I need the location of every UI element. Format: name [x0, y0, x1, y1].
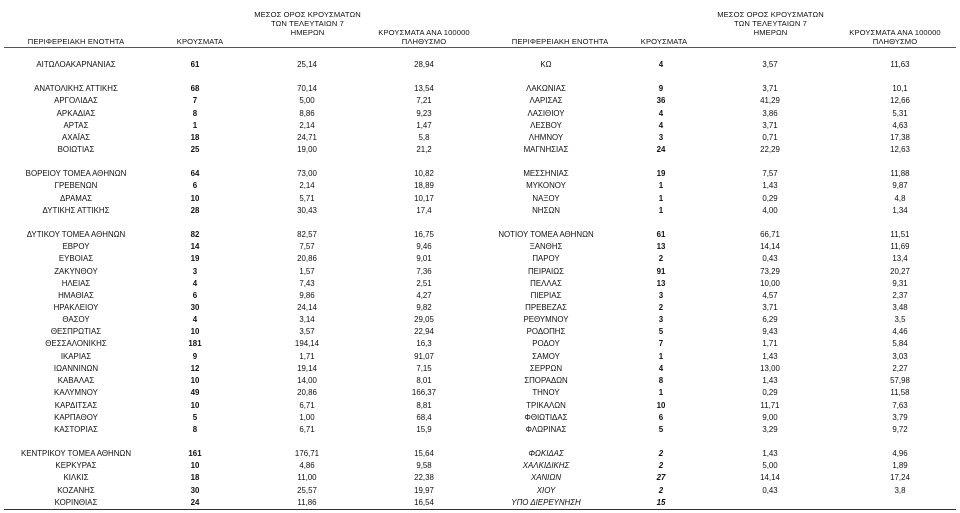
left-region-name: ΚΙΛΚΙΣ [63, 473, 89, 482]
left-cases-per-100k: 9,46 [416, 242, 432, 251]
header-avg7-line2: ΤΩΝ ΤΕΛΕΥΤΑΙΩΝ 7 [734, 19, 807, 28]
left-cases-per-100k: 91,07 [414, 352, 434, 361]
right-cases-per-100k: 3,8 [894, 486, 906, 495]
left-region-name: ΙΩΑΝΝΙΝΩΝ [53, 364, 99, 373]
left-case-count: 8 [192, 109, 198, 118]
left-region-name: ΕΥΒΟΙΑΣ [58, 254, 94, 263]
left-seven-day-average: 20,86 [297, 388, 317, 397]
right-region-name: ΜΥΚΟΝΟΥ [526, 181, 566, 190]
right-region-name: ΤΗΝΟΥ [532, 388, 560, 397]
right-cases-per-100k: 1,89 [892, 461, 908, 470]
left-seven-day-average: 9,86 [299, 291, 315, 300]
right-seven-day-average: 9,43 [762, 327, 778, 336]
right-cases-per-100k: 3,79 [892, 413, 908, 422]
right-case-count: 1 [658, 181, 664, 190]
right-case-count: 15 [656, 498, 666, 507]
right-case-count: 4 [658, 60, 664, 69]
left-cases-per-100k: 7,36 [416, 267, 432, 276]
right-region-name: ΦΩΚΙΔΑΣ [528, 449, 564, 458]
right-cases-per-100k: 11,69 [890, 242, 910, 251]
right-region-name: ΡΟΔΟΠΗΣ [526, 327, 566, 336]
right-seven-day-average: 11,71 [760, 401, 780, 410]
right-seven-day-average: 3,71 [762, 303, 778, 312]
right-case-count: 7 [658, 339, 664, 348]
left-case-count: 10 [190, 376, 200, 385]
right-cases-per-100k: 2,37 [892, 291, 908, 300]
right-case-count: 3 [658, 291, 664, 300]
left-case-count: 4 [192, 279, 198, 288]
left-region-name: ΚΑΣΤΟΡΙΑΣ [54, 425, 98, 434]
right-seven-day-average: 0,43 [762, 254, 778, 263]
header-cases-right: ΚΡΟΥΣΜΑΤΑ [640, 37, 688, 46]
right-cases-per-100k: 5,84 [892, 339, 908, 348]
left-case-count: 18 [190, 133, 200, 142]
right-seven-day-average: 9,00 [762, 413, 778, 422]
right-cases-per-100k: 12,63 [890, 145, 910, 154]
left-case-count: 161 [188, 449, 202, 458]
left-case-count: 14 [190, 242, 200, 251]
left-case-count: 5 [192, 413, 198, 422]
right-case-count: 2 [658, 486, 664, 495]
right-cases-per-100k: 17,38 [890, 133, 910, 142]
left-seven-day-average: 5,71 [299, 194, 315, 203]
left-seven-day-average: 194,14 [294, 339, 320, 348]
left-cases-per-100k: 1,47 [416, 121, 432, 130]
right-cases-per-100k: 4,46 [892, 327, 908, 336]
left-cases-per-100k: 166,37 [411, 388, 437, 397]
right-seven-day-average: 3,57 [762, 60, 778, 69]
right-cases-per-100k: 11,88 [890, 169, 910, 178]
left-cases-per-100k: 15,64 [414, 449, 434, 458]
left-seven-day-average: 2,14 [299, 121, 315, 130]
right-region-name: ΣΠΟΡΑΔΩΝ [524, 376, 568, 385]
header-per100k-line1: ΚΡΟΥΣΜΑΤΑ ΑΝΑ 100000 [378, 28, 470, 37]
left-case-count: 9 [192, 352, 198, 361]
right-seven-day-average: 1,43 [762, 449, 778, 458]
left-cases-per-100k: 9,82 [416, 303, 432, 312]
right-seven-day-average: 7,57 [762, 169, 778, 178]
right-seven-day-average: 3,71 [762, 121, 778, 130]
right-region-name: ΛΑΡΙΣΑΣ [529, 96, 563, 105]
left-cases-per-100k: 9,23 [416, 109, 432, 118]
left-seven-day-average: 20,86 [297, 254, 317, 263]
right-region-name: ΠΑΡΟΥ [532, 254, 560, 263]
left-seven-day-average: 24,71 [297, 133, 317, 142]
right-seven-day-average: 22,29 [760, 145, 780, 154]
header-per100k-line2: ΠΛΗΘΥΣΜΟ [872, 37, 918, 46]
right-case-count: 1 [658, 352, 664, 361]
left-case-count: 18 [190, 473, 200, 482]
right-seven-day-average: 1,43 [762, 376, 778, 385]
left-case-count: 4 [192, 315, 198, 324]
header-avg7-line3: ΗΜΕΡΩΝ [290, 28, 325, 37]
left-region-name: ΘΑΣΟΥ [62, 315, 90, 324]
left-seven-day-average: 7,57 [299, 242, 315, 251]
left-region-name: ΓΡΕΒΕΝΩΝ [54, 181, 98, 190]
left-case-count: 1 [192, 121, 198, 130]
right-cases-per-100k: 9,72 [892, 425, 908, 434]
left-case-count: 61 [190, 60, 200, 69]
left-cases-per-100k: 9,01 [416, 254, 432, 263]
left-case-count: 10 [190, 461, 200, 470]
left-case-count: 8 [192, 425, 198, 434]
left-region-name: ΙΚΑΡΙΑΣ [60, 352, 92, 361]
right-case-count: 6 [658, 413, 664, 422]
header-avg7-right [703, 10, 838, 37]
left-region-name: ΚΕΡΚΥΡΑΣ [55, 461, 97, 470]
left-cases-per-100k: 15,9 [416, 425, 432, 434]
right-case-count: 5 [658, 327, 664, 336]
right-cases-per-100k: 11,63 [890, 60, 910, 69]
left-cases-per-100k: 10,82 [414, 169, 434, 178]
right-case-count: 61 [656, 230, 666, 239]
header-avg7-line1: ΜΕΣΟΣ ΟΡΟΣ ΚΡΟΥΣΜΑΤΩΝ [254, 10, 361, 19]
right-seven-day-average: 0,29 [762, 194, 778, 203]
right-seven-day-average: 3,86 [762, 109, 778, 118]
left-cases-per-100k: 16,54 [414, 498, 434, 507]
right-case-count: 1 [658, 388, 664, 397]
right-case-count: 3 [658, 133, 664, 142]
right-cases-per-100k: 3,03 [892, 352, 908, 361]
right-region-name: ΦΘΙΩΤΙΔΑΣ [524, 413, 568, 422]
right-cases-per-100k: 13,4 [892, 254, 908, 263]
left-case-count: 7 [192, 96, 198, 105]
left-region-name: ΗΡΑΚΛΕΙΟΥ [53, 303, 99, 312]
left-cases-per-100k: 16,3 [416, 339, 432, 348]
right-cases-per-100k: 10,1 [892, 84, 908, 93]
header-cases-left: ΚΡΟΥΣΜΑΤΑ [176, 37, 224, 46]
left-region-name: ΗΛΕΙΑΣ [61, 279, 91, 288]
right-seven-day-average: 10,00 [760, 279, 780, 288]
left-region-name: ΚΑΛΥΜΝΟΥ [54, 388, 98, 397]
right-case-count: 4 [658, 121, 664, 130]
right-seven-day-average: 66,71 [760, 230, 780, 239]
left-region-name: ΑΡΤΑΣ [63, 121, 89, 130]
right-cases-per-100k: 3,5 [894, 315, 906, 324]
right-cases-per-100k: 2,27 [892, 364, 908, 373]
right-case-count: 2 [658, 449, 664, 458]
right-region-name: ΡΕΘΥΜΝΟΥ [523, 315, 569, 324]
right-region-name: ΛΕΣΒΟΥ [530, 121, 562, 130]
left-case-count: 6 [192, 291, 198, 300]
right-cases-per-100k: 5,31 [892, 109, 908, 118]
right-region-name: ΞΑΝΘΗΣ [529, 242, 563, 251]
right-region-name: ΜΕΣΣΗΝΙΑΣ [523, 169, 569, 178]
left-case-count: 24 [190, 498, 200, 507]
right-case-count: 1 [658, 206, 664, 215]
left-seven-day-average: 176,71 [294, 449, 320, 458]
left-seven-day-average: 70,14 [297, 84, 317, 93]
left-region-name: ΚΟΖΑΝΗΣ [57, 486, 95, 495]
left-region-name: ΑΡΚΑΔΙΑΣ [56, 109, 96, 118]
left-seven-day-average: 3,57 [299, 327, 315, 336]
left-region-name: ΚΟΡΙΝΘΙΑΣ [54, 498, 98, 507]
right-region-name: ΦΛΩΡΙΝΑΣ [525, 425, 567, 434]
header-avg7-left [240, 10, 375, 37]
left-region-name: ΗΜΑΘΙΑΣ [58, 291, 94, 300]
left-region-name: ΔΡΑΜΑΣ [60, 194, 92, 203]
header-per100k-line1: ΚΡΟΥΣΜΑΤΑ ΑΝΑ 100000 [849, 28, 941, 37]
left-seven-day-average: 19,14 [297, 364, 317, 373]
left-case-count: 10 [190, 194, 200, 203]
left-case-count: 181 [188, 339, 202, 348]
left-case-count: 6 [192, 181, 198, 190]
left-cases-per-100k: 16,75 [414, 230, 434, 239]
left-seven-day-average: 25,14 [297, 60, 317, 69]
header-avg7-line3: ΗΜΕΡΩΝ [753, 28, 788, 37]
left-region-name: ΔΥΤΙΚΟΥ ΤΟΜΕΑ ΑΘΗΝΩΝ [26, 230, 126, 239]
right-region-name: ΜΑΓΝΗΣΙΑΣ [523, 145, 569, 154]
left-cases-per-100k: 10,17 [414, 194, 434, 203]
right-cases-per-100k: 1,34 [892, 206, 908, 215]
left-seven-day-average: 11,00 [297, 473, 317, 482]
right-seven-day-average: 3,71 [762, 84, 778, 93]
left-region-name: ΒΟΙΩΤΙΑΣ [57, 145, 95, 154]
right-region-name: ΧΑΝΙΩΝ [530, 473, 562, 482]
left-case-count: 68 [190, 84, 200, 93]
left-cases-per-100k: 18,89 [414, 181, 434, 190]
left-case-count: 3 [192, 267, 198, 276]
left-region-name: ΑΡΓΟΛΙΔΑΣ [54, 96, 98, 105]
left-cases-per-100k: 19,97 [414, 486, 434, 495]
right-case-count: 13 [656, 242, 666, 251]
left-case-count: 10 [190, 327, 200, 336]
left-region-name: ΑΝΑΤΟΛΙΚΗΣ ΑΤΤΙΚΗΣ [34, 84, 118, 93]
left-case-count: 19 [190, 254, 200, 263]
left-seven-day-average: 3,14 [299, 315, 315, 324]
left-case-count: 49 [190, 388, 200, 397]
right-seven-day-average: 73,29 [760, 267, 780, 276]
left-cases-per-100k: 22,38 [414, 473, 434, 482]
left-region-name: ΒΟΡΕΙΟΥ ΤΟΜΕΑ ΑΘΗΝΩΝ [25, 169, 127, 178]
header-region-right: ΠΕΡΙΦΕΡΕΙΑΚΗ ΕΝΟΤΗΤΑ [511, 37, 609, 46]
right-case-count: 4 [658, 109, 664, 118]
right-seven-day-average: 0,29 [762, 388, 778, 397]
left-cases-per-100k: 22,94 [414, 327, 434, 336]
left-region-name: ΑΙΤΩΛΟΑΚΑΡΝΑΝΙΑΣ [36, 60, 116, 69]
left-cases-per-100k: 68,4 [416, 413, 432, 422]
left-region-name: ΕΒΡΟΥ [62, 242, 90, 251]
left-cases-per-100k: 5,8 [418, 133, 430, 142]
right-case-count: 1 [658, 194, 664, 203]
right-cases-per-100k: 57,98 [890, 376, 910, 385]
left-cases-per-100k: 21,2 [416, 145, 432, 154]
left-cases-per-100k: 2,51 [416, 279, 432, 288]
left-seven-day-average: 6,71 [299, 425, 315, 434]
left-cases-per-100k: 17,4 [416, 206, 432, 215]
left-region-name: ΑΧΑΪΑΣ [61, 133, 91, 142]
right-case-count: 10 [656, 401, 666, 410]
left-cases-per-100k: 8,01 [416, 376, 432, 385]
left-case-count: 30 [190, 303, 200, 312]
left-cases-per-100k: 9,58 [416, 461, 432, 470]
header-rule [4, 47, 956, 48]
right-seven-day-average: 1,71 [762, 339, 778, 348]
right-region-name: ΥΠΟ ΔΙΕΡΕΥΝΗΣΗ [511, 498, 581, 507]
right-case-count: 27 [656, 473, 666, 482]
right-cases-per-100k: 11,51 [890, 230, 910, 239]
header-avg7-line1: ΜΕΣΟΣ ΟΡΟΣ ΚΡΟΥΣΜΑΤΩΝ [717, 10, 824, 19]
left-case-count: 12 [190, 364, 200, 373]
right-region-name: ΝΑΞΟΥ [532, 194, 560, 203]
header-region-left: ΠΕΡΙΦΕΡΕΙΑΚΗ ΕΝΟΤΗΤΑ [27, 37, 125, 46]
right-region-name: ΣΑΜΟΥ [532, 352, 560, 361]
right-seven-day-average: 14,14 [760, 473, 780, 482]
right-region-name: ΣΕΡΡΩΝ [529, 364, 563, 373]
left-seven-day-average: 82,57 [297, 230, 317, 239]
right-region-name: ΠΡΕΒΕΖΑΣ [525, 303, 567, 312]
left-case-count: 25 [190, 145, 200, 154]
right-seven-day-average: 1,43 [762, 352, 778, 361]
left-seven-day-average: 24,14 [297, 303, 317, 312]
left-region-name: ΚΑΡΠΑΘΟΥ [54, 413, 98, 422]
left-cases-per-100k: 4,27 [416, 291, 432, 300]
right-region-name: ΠΕΙΡΑΙΩΣ [527, 267, 565, 276]
right-region-name: ΠΙΕΡΙΑΣ [530, 291, 562, 300]
left-seven-day-average: 5,00 [299, 96, 315, 105]
left-region-name: ΚΕΝΤΡΙΚΟΥ ΤΟΜΕΑ ΑΘΗΝΩΝ [20, 449, 132, 458]
left-case-count: 82 [190, 230, 200, 239]
right-region-name: ΝΗΣΩΝ [532, 206, 560, 215]
right-case-count: 36 [656, 96, 666, 105]
left-cases-per-100k: 29,05 [414, 315, 434, 324]
right-case-count: 3 [658, 315, 664, 324]
left-seven-day-average: 73,00 [297, 169, 317, 178]
header-per100k-left [368, 28, 480, 46]
left-cases-per-100k: 8,81 [416, 401, 432, 410]
right-region-name: ΝΟΤΙΟΥ ΤΟΜΕΑ ΑΘΗΝΩΝ [498, 230, 594, 239]
right-cases-per-100k: 7,63 [892, 401, 908, 410]
right-seven-day-average: 14,14 [760, 242, 780, 251]
left-case-count: 30 [190, 486, 200, 495]
right-case-count: 19 [656, 169, 666, 178]
right-region-name: ΛΗΜΝΟΥ [528, 133, 564, 142]
right-cases-per-100k: 3,48 [892, 303, 908, 312]
right-cases-per-100k: 11,58 [890, 388, 910, 397]
left-region-name: ΖΑΚΥΝΘΟΥ [54, 267, 98, 276]
right-case-count: 9 [658, 84, 664, 93]
header-per100k-line2: ΠΛΗΘΥΣΜΟ [401, 37, 447, 46]
left-seven-day-average: 6,71 [299, 401, 315, 410]
right-case-count: 2 [658, 461, 664, 470]
right-seven-day-average: 3,29 [762, 425, 778, 434]
left-seven-day-average: 8,86 [299, 109, 315, 118]
left-seven-day-average: 1,71 [299, 352, 315, 361]
left-region-name: ΚΑΡΔΙΤΣΑΣ [54, 401, 98, 410]
left-seven-day-average: 2,14 [299, 181, 315, 190]
left-case-count: 10 [190, 401, 200, 410]
left-seven-day-average: 11,86 [297, 498, 317, 507]
right-region-name: ΤΡΙΚΑΛΩΝ [526, 401, 566, 410]
left-seven-day-average: 7,43 [299, 279, 315, 288]
right-region-name: ΧΙΟΥ [536, 486, 556, 495]
right-cases-per-100k: 9,31 [892, 279, 908, 288]
left-region-name: ΔΥΤΙΚΗΣ ΑΤΤΙΚΗΣ [42, 206, 110, 215]
right-seven-day-average: 13,00 [760, 364, 780, 373]
left-region-name: ΘΕΣΣΑΛΟΝΙΚΗΣ [45, 339, 107, 348]
left-seven-day-average: 19,00 [297, 145, 317, 154]
right-seven-day-average: 4,00 [762, 206, 778, 215]
right-region-name: ΚΩ [540, 60, 552, 69]
left-seven-day-average: 14,00 [297, 376, 317, 385]
left-seven-day-average: 25,57 [297, 486, 317, 495]
bottom-rule [4, 509, 956, 510]
left-seven-day-average: 1,57 [299, 267, 315, 276]
right-case-count: 8 [658, 376, 664, 385]
right-seven-day-average: 1,43 [762, 181, 778, 190]
right-case-count: 91 [656, 267, 666, 276]
right-cases-per-100k: 20,27 [890, 267, 910, 276]
right-region-name: ΧΑΛΚΙΔΙΚΗΣ [522, 461, 570, 470]
left-region-name: ΚΑΒΑΛΑΣ [57, 376, 95, 385]
right-seven-day-average: 0,71 [762, 133, 778, 142]
right-cases-per-100k: 4,63 [892, 121, 908, 130]
right-seven-day-average: 4,57 [762, 291, 778, 300]
right-region-name: ΡΟΔΟΥ [532, 339, 560, 348]
header-per100k-right [834, 28, 956, 46]
left-cases-per-100k: 7,21 [416, 96, 432, 105]
right-case-count: 2 [658, 254, 664, 263]
right-case-count: 2 [658, 303, 664, 312]
left-case-count: 64 [190, 169, 200, 178]
left-cases-per-100k: 28,94 [414, 60, 434, 69]
right-cases-per-100k: 17,24 [890, 473, 910, 482]
left-cases-per-100k: 13,54 [414, 84, 434, 93]
right-region-name: ΛΑΣΙΘΙΟΥ [527, 109, 565, 118]
right-cases-per-100k: 12,66 [890, 96, 910, 105]
left-seven-day-average: 30,43 [297, 206, 317, 215]
left-case-count: 28 [190, 206, 200, 215]
right-seven-day-average: 6,29 [762, 315, 778, 324]
right-cases-per-100k: 4,8 [894, 194, 906, 203]
right-region-name: ΠΕΛΛΑΣ [530, 279, 562, 288]
right-seven-day-average: 0,43 [762, 486, 778, 495]
right-cases-per-100k: 9,87 [892, 181, 908, 190]
right-cases-per-100k: 4,96 [892, 449, 908, 458]
right-region-name: ΛΑΚΩΝΙΑΣ [526, 84, 566, 93]
left-seven-day-average: 4,86 [299, 461, 315, 470]
header-avg7-line2: ΤΩΝ ΤΕΛΕΥΤΑΙΩΝ 7 [271, 19, 344, 28]
right-seven-day-average: 5,00 [762, 461, 778, 470]
right-case-count: 5 [658, 425, 664, 434]
right-case-count: 24 [656, 145, 666, 154]
left-cases-per-100k: 7,15 [416, 364, 432, 373]
left-seven-day-average: 1,00 [299, 413, 315, 422]
right-seven-day-average: 41,29 [760, 96, 780, 105]
left-region-name: ΘΕΣΠΡΩΤΙΑΣ [50, 327, 102, 336]
right-case-count: 13 [656, 279, 666, 288]
right-case-count: 4 [658, 364, 664, 373]
